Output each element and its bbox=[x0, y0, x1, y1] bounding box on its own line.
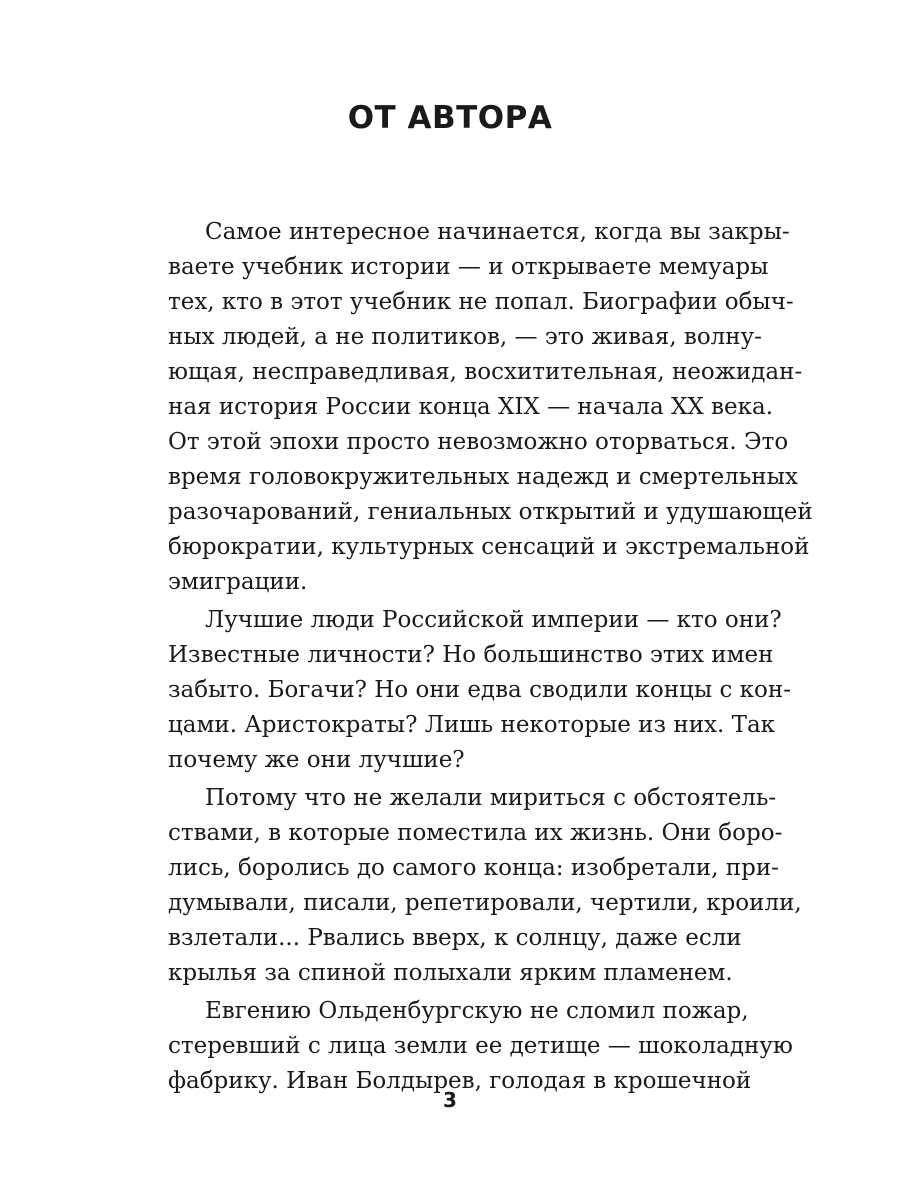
text-line: ных людей, а не политиков, — это живая, волну- bbox=[168, 324, 762, 350]
text-line: забыто. Богачи? Но они едва сводили концы с кон- bbox=[168, 677, 791, 703]
text-line: Евгению Ольденбургскую не сломил пожар, bbox=[205, 998, 749, 1024]
paragraph bbox=[168, 215, 813, 600]
text-line: думывали, писали, репетировали, чертили, кроили, bbox=[168, 890, 802, 916]
chapter-heading: ОТ АВТОРА bbox=[347, 100, 553, 136]
text-line: почему же они лучшие? bbox=[168, 747, 465, 773]
text-line: ющая, несправедливая, восхитительная, неожидан- bbox=[168, 359, 803, 385]
text-line: Лучшие люди Российской империи — кто они? bbox=[205, 607, 782, 633]
text-line: крылья за спиной полыхали ярким пламенем. bbox=[168, 960, 733, 986]
paragraph bbox=[168, 994, 793, 1099]
text-line: фабрику. Иван Болдырев, голодая в крошечной bbox=[168, 1068, 752, 1094]
text-line: стеревший с лица земли ее детище — шоколадную bbox=[168, 1033, 793, 1059]
paragraph bbox=[168, 781, 802, 991]
page-number: 3 bbox=[443, 1088, 457, 1112]
text-line: ная история России конца XIX — начала XX века. bbox=[168, 394, 774, 420]
text-line: время головокружительных надежд и смертельных bbox=[168, 464, 798, 490]
text-line: ствами, в которые поместила их жизнь. Они боро- bbox=[168, 820, 783, 846]
text-line: Известные личности? Но большинство этих имен bbox=[168, 642, 774, 668]
paragraph bbox=[168, 603, 791, 778]
text-line: взлетали... Рвались вверх, к солнцу, даже если bbox=[168, 925, 742, 951]
text-line: эмиграции. bbox=[168, 569, 308, 595]
text-line: разочарований, гениальных открытий и удушающей bbox=[168, 499, 813, 525]
text-line: цами. Аристократы? Лишь некоторые из них. Так bbox=[168, 712, 776, 738]
text-line: Потому что не желали мириться с обстоятель- bbox=[205, 785, 777, 811]
text-line: Самое интересное начинается, когда вы закры- bbox=[205, 219, 790, 245]
text-line: лись, боролись до самого конца: изобретали, при- bbox=[168, 855, 779, 881]
text-line: От этой эпохи просто невозможно оторваться. Это bbox=[168, 429, 789, 455]
text-line: ваете учебник истории — и открываете мемуары bbox=[168, 254, 769, 280]
text-line: тех, кто в этот учебник не попал. Биографии обыч- bbox=[168, 289, 794, 315]
text-line: бюрократии, культурных сенсаций и экстремальной bbox=[168, 534, 810, 560]
body-text bbox=[168, 215, 813, 1099]
